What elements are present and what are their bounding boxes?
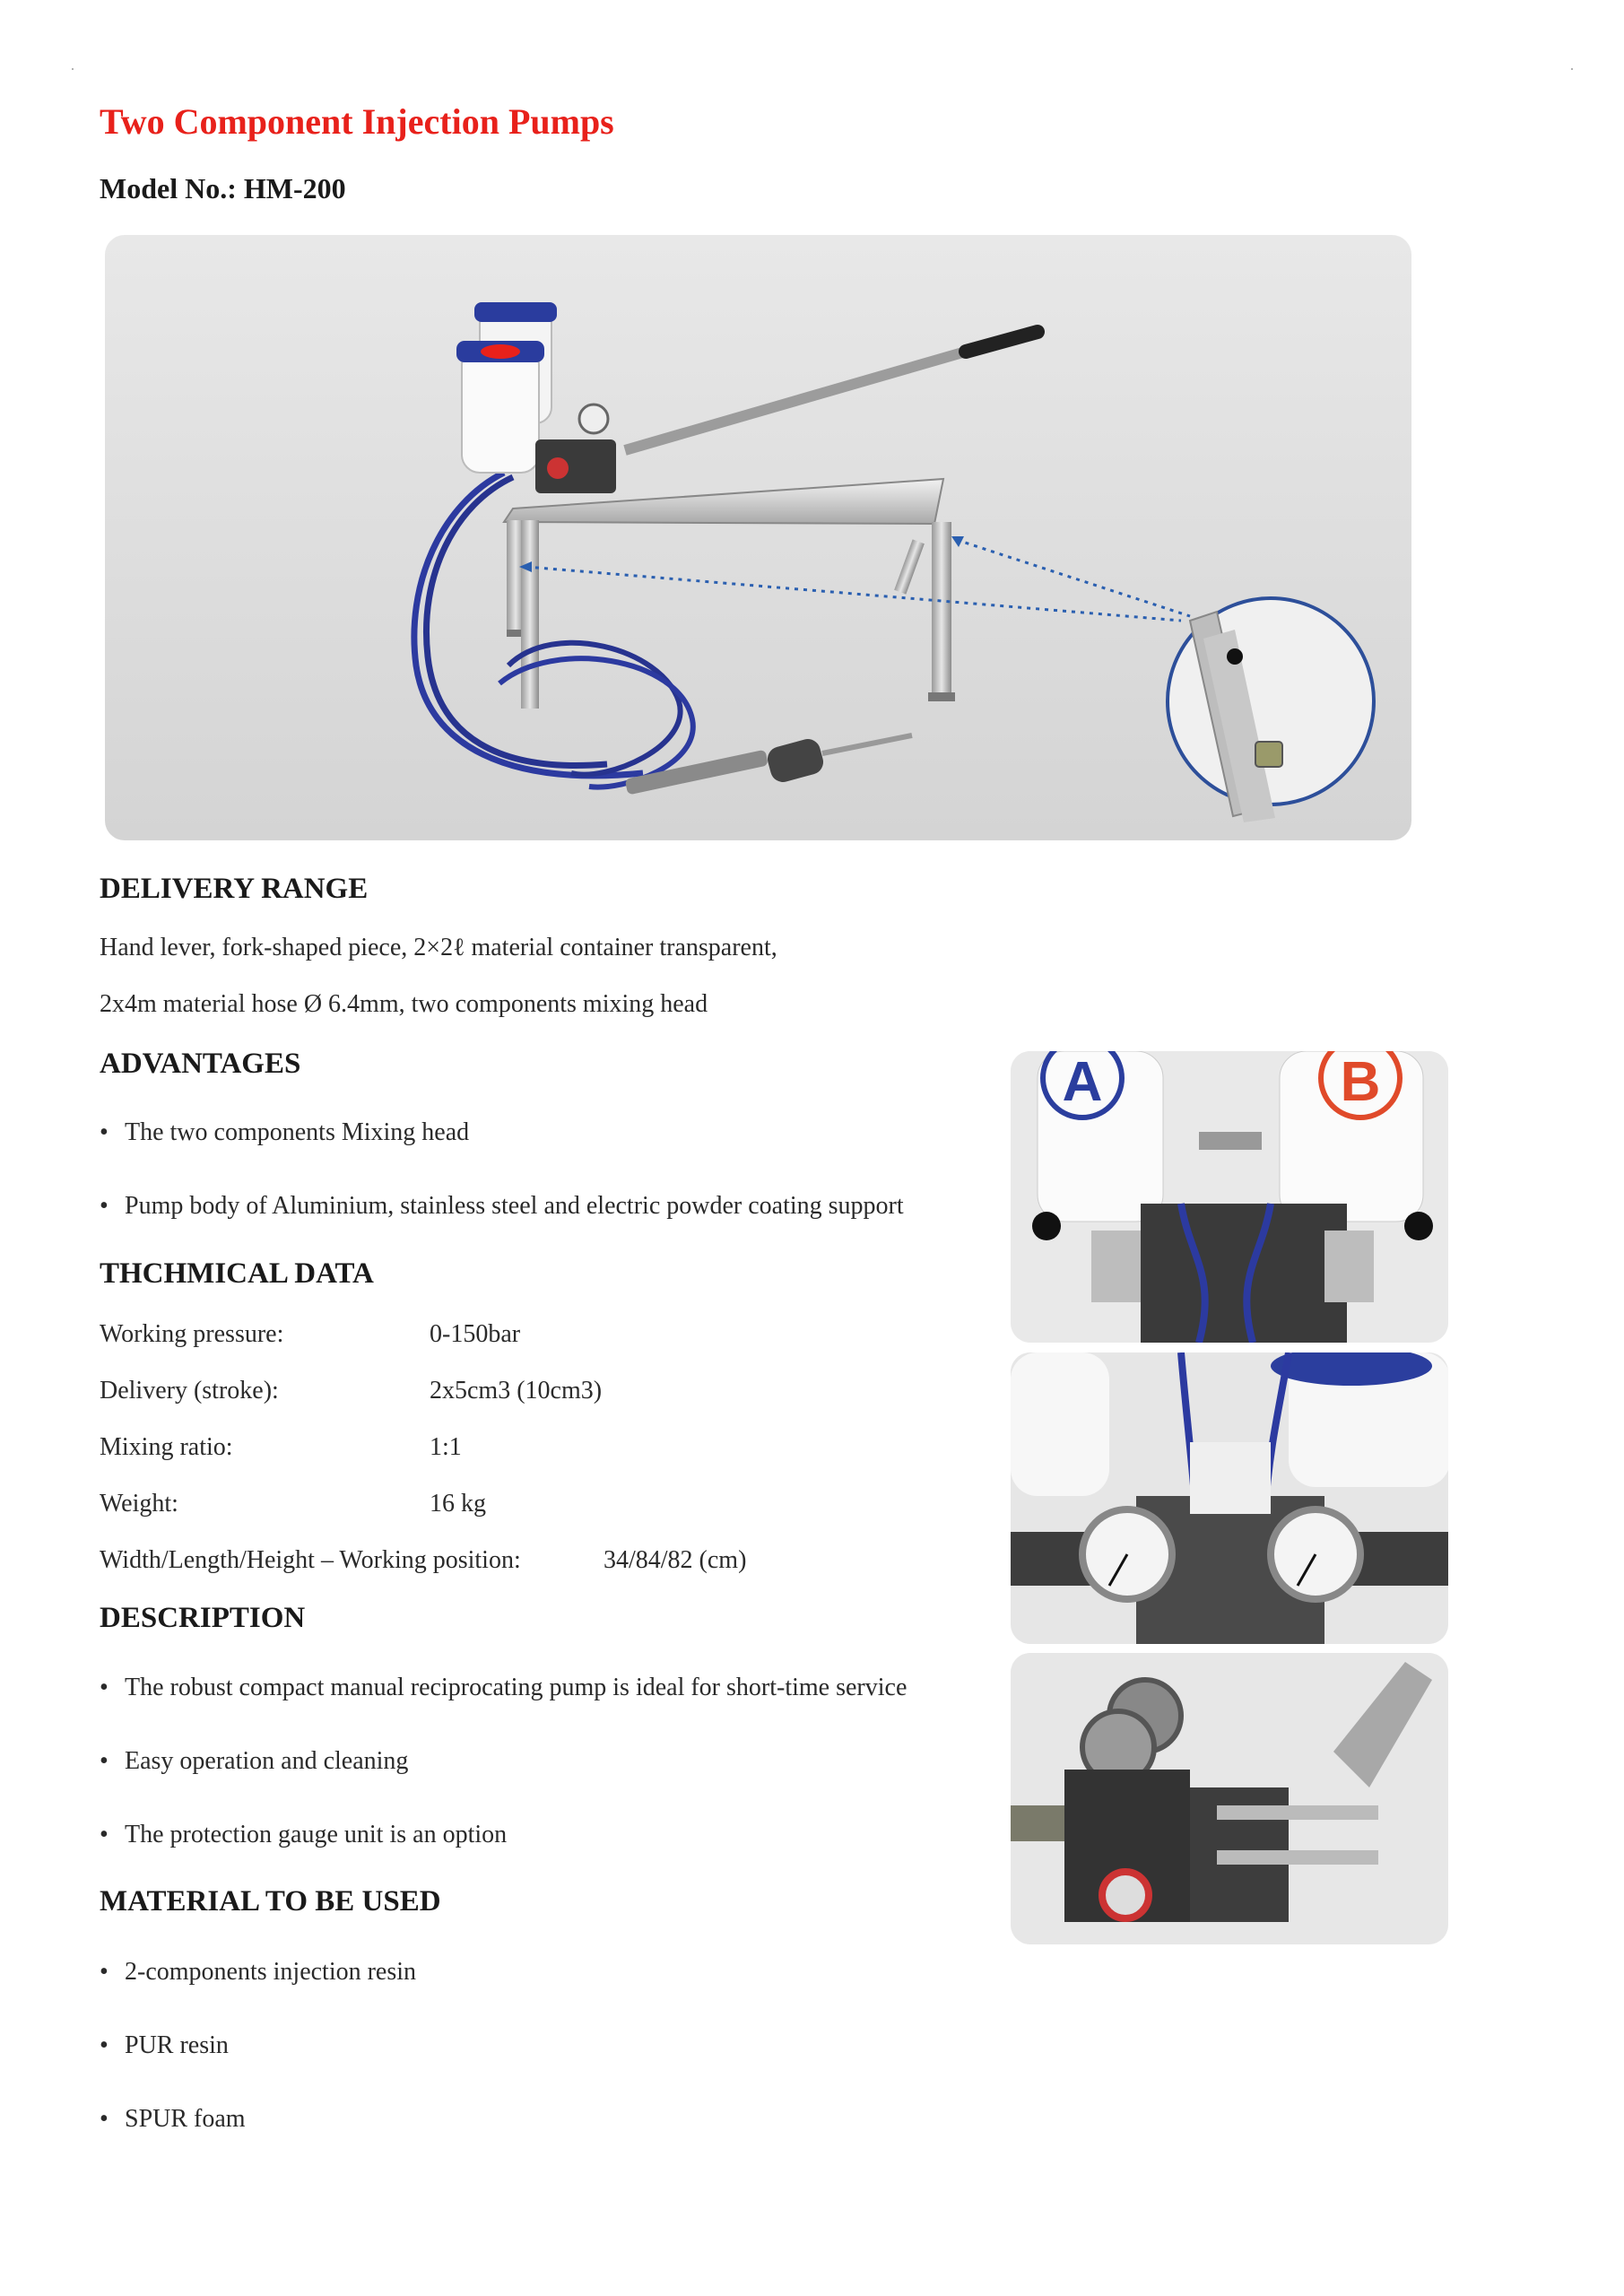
delivery-line: Hand lever, fork-shaped piece, 2×2ℓ material container transparent, — [100, 934, 777, 961]
detail-photo-gauges — [1011, 1352, 1448, 1644]
bullet-glyph: • — [100, 1821, 109, 1848]
spec-label: Delivery (stroke): — [100, 1377, 279, 1405]
material-heading: MATERIAL TO BE USED — [100, 1885, 441, 1918]
delivery-range-heading: DELIVERY RANGE — [100, 873, 369, 905]
page-mark-right — [1571, 68, 1573, 70]
spec-value: 2x5cm3 (10cm3) — [430, 1377, 603, 1405]
container-label-a: A — [1062, 1051, 1103, 1113]
spec-label: Weight: — [100, 1490, 178, 1518]
material-item: • SPUR foam — [100, 2105, 246, 2133]
material-item: • PUR resin — [100, 2031, 229, 2059]
detail-photo-pump-unit — [1011, 1653, 1448, 1944]
advantage-item: • The two components Mixing head — [100, 1118, 470, 1146]
spec-value: 34/84/82 (cm) — [604, 1546, 747, 1574]
description-item: • The protection gauge unit is an option — [100, 1821, 508, 1848]
container-label-b: B — [1340, 1051, 1381, 1113]
advantage-item: • Pump body of Aluminium, stainless steel and electric powder coating support — [100, 1192, 904, 1220]
spec-value: 16 kg — [430, 1490, 486, 1518]
bullet-glyph: • — [100, 1674, 109, 1701]
advantages-heading: ADVANTAGES — [100, 1048, 301, 1080]
product-main-image — [105, 235, 1411, 840]
material-item: • 2-components injection resin — [100, 1958, 417, 1986]
bullet-glyph: • — [100, 1118, 109, 1146]
delivery-line: 2x4m material hose Ø 6.4mm, two components mixing head — [100, 990, 708, 1018]
description-heading: DESCRIPTION — [100, 1602, 306, 1634]
spec-label: Working pressure: — [100, 1320, 284, 1348]
description-item: • The robust compact manual reciprocating pump is ideal for short-time service — [100, 1674, 908, 1701]
detail-photo-containers — [1011, 1051, 1448, 1343]
description-item: • Easy operation and cleaning — [100, 1747, 409, 1775]
material-container-b — [462, 347, 539, 473]
spec-label: Mixing ratio: — [100, 1433, 233, 1461]
bullet-glyph: • — [100, 1192, 109, 1220]
spec-label: Width/Length/Height – Working position: — [100, 1546, 521, 1574]
bullet-glyph: • — [100, 1747, 109, 1775]
table-leg — [932, 522, 951, 701]
technical-data-heading: THCHMICAL DATA — [100, 1257, 374, 1290]
page-title: Two Component Injection Pumps — [100, 101, 614, 142]
spec-value: 0-150bar — [430, 1320, 521, 1348]
pump-illustration — [105, 235, 1411, 840]
bullet-glyph: • — [100, 2031, 109, 2059]
bullet-glyph: • — [100, 2105, 109, 2133]
page-mark-left — [72, 68, 74, 70]
model-number: Model No.: HM-200 — [100, 172, 346, 204]
bullet-glyph: • — [100, 1958, 109, 1986]
spec-value: 1:1 — [430, 1433, 462, 1461]
